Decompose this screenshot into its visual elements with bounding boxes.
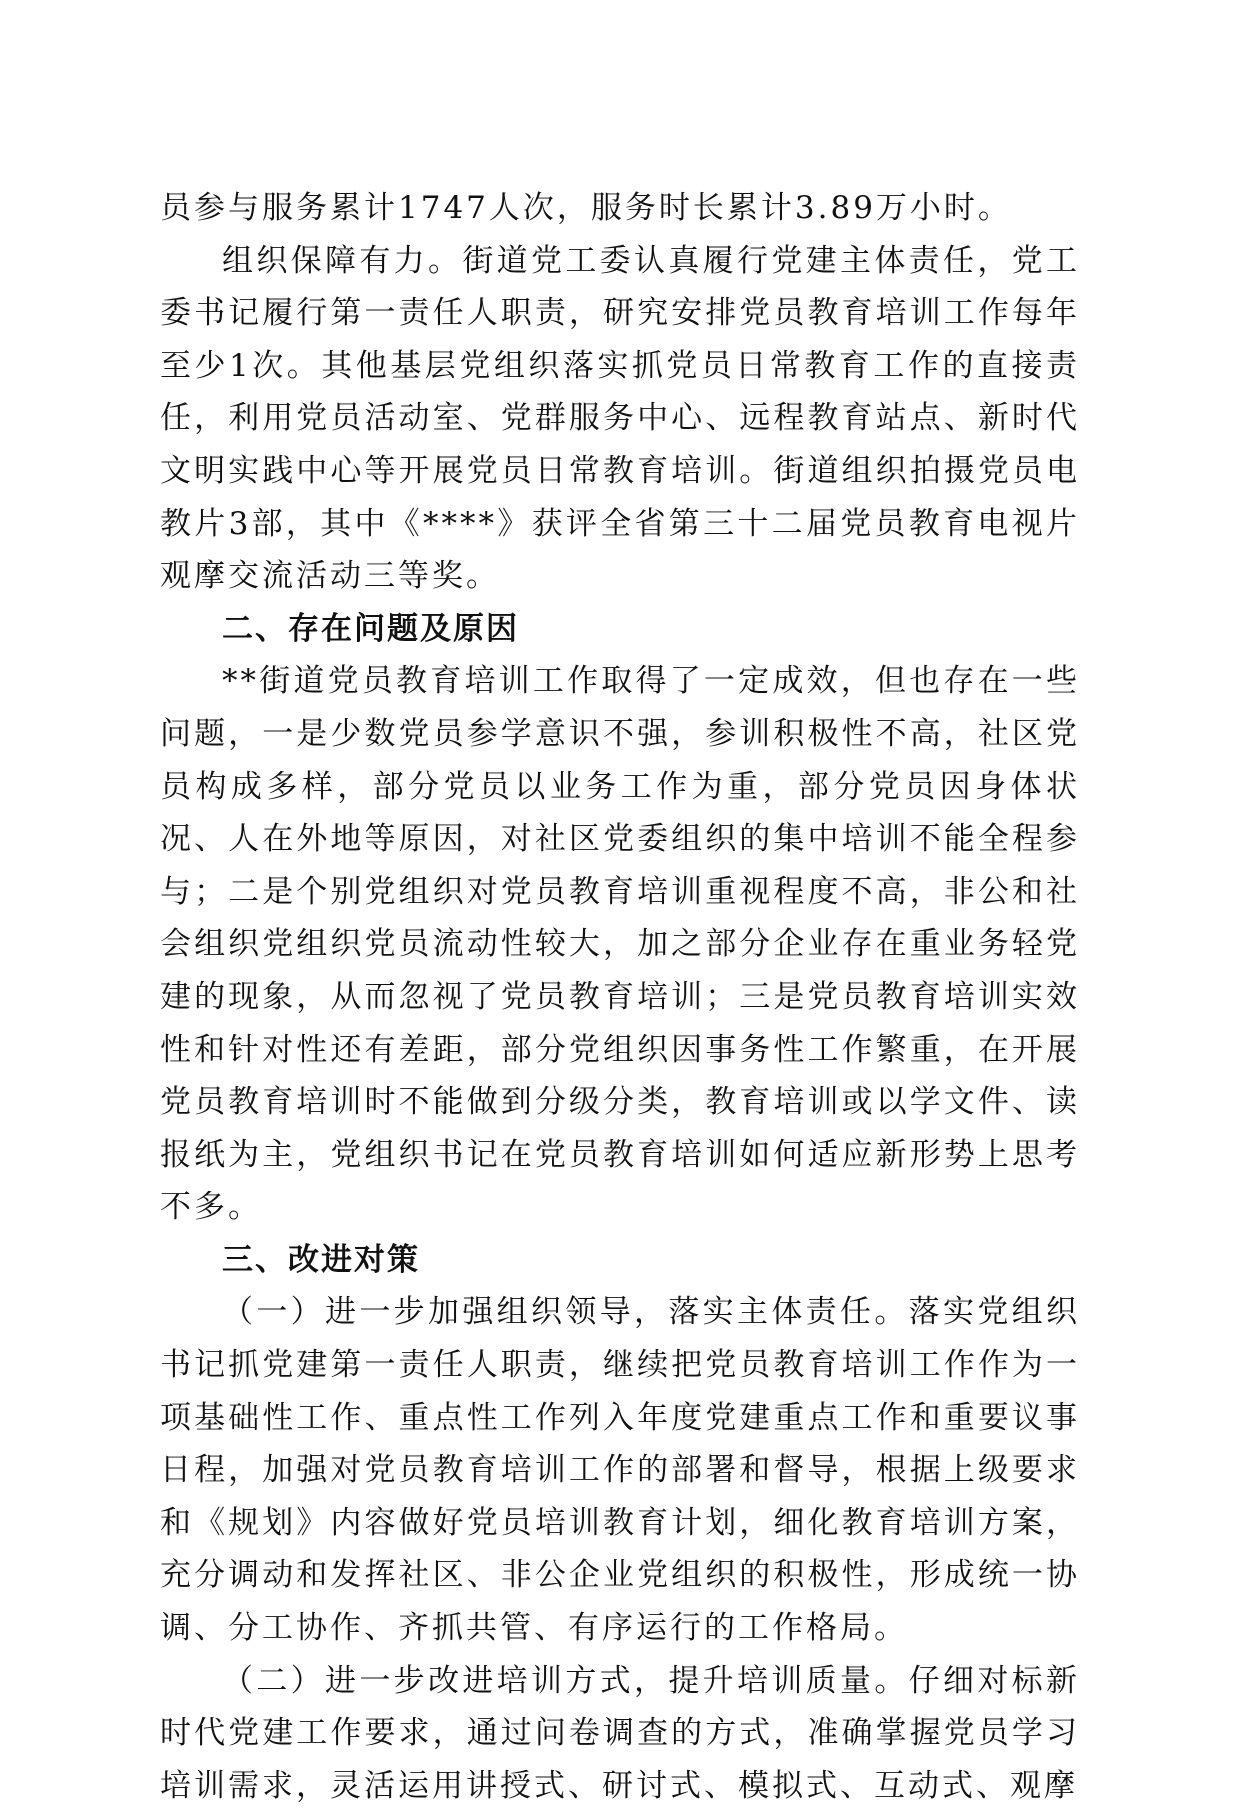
document-page (160, 182, 1080, 1812)
paragraph-measure-2: （二）进一步改进培训方式，提升培训质量。仔细对标新时代党建工作要求，通过问卷调查的方式，准确掌握党员学习培训需求，灵活运用讲授式、研讨式、模拟式、互动式、观摩 (160, 1662, 1080, 1804)
paragraph-organization-guarantee: 组织保障有力。街道党工委认真履行党建主体责任，党工委书记履行第一责任人职责，研究安排党员教育培训工作每年至少1次。其他基层党组织落实抓党员日常教育工作的直接责任，利用党员活动室、党群服务中心、远程教育站点、新时代文明实践中心等开展党员日常教育培训。街道组织拍摄党员电教片3部，其中《****》获评全省第三十二届党员教育电视片观摩交流活动三等奖。 (160, 242, 1080, 595)
paragraph-measure-1: （一）进一步加强组织领导，落实主体责任。落实党组织书记抓党建第一责任人职责，继续把党员教育培训工作作为一项基础性工作、重点性工作列入年度党建重点工作和重要议事日程，加强对党员教育培训工作的部署和督导，根据上级要求和《规划》内容做好党员培训教育计划，细化教育培训方案，充分调动和发挥社区、非公企业党组织的积极性，形成统一协调、分工协作、齐抓共管、有序运行的工作格局。 (160, 1294, 1080, 1647)
paragraph-service-stats: 员参与服务累计1747人次，服务时长累计3.89万小时。 (160, 190, 1012, 226)
section-heading-problems: 二、存在问题及原因 (222, 610, 519, 647)
section-heading-measures: 三、改进对策 (222, 1241, 420, 1278)
paragraph-problems: **街道党员教育培训工作取得了一定成效，但也存在一些问题，一是少数党员参学意识不强，参训积极性不高，社区党员构成多样，部分党员以业务工作为重，部分党员因身体状况、人在外地等原因，对社区党委组织的集中培训不能全程参与；二是个别党组织对党员教育培训重视程度不高，非公和社会组织党组织党员流动性较大，加之部分企业存在重业务轻党建的现象，从而忽视了党员教育培训；三是党员教育培训实效性和针对性还有差距，部分党组织因事务性工作繁重，在开展党员教育培训时不能做到分级分类，教育培训或以学文件、读报纸为主，党组织书记在党员教育培训如何适应新形势上思考不多。 (160, 663, 1080, 1226)
